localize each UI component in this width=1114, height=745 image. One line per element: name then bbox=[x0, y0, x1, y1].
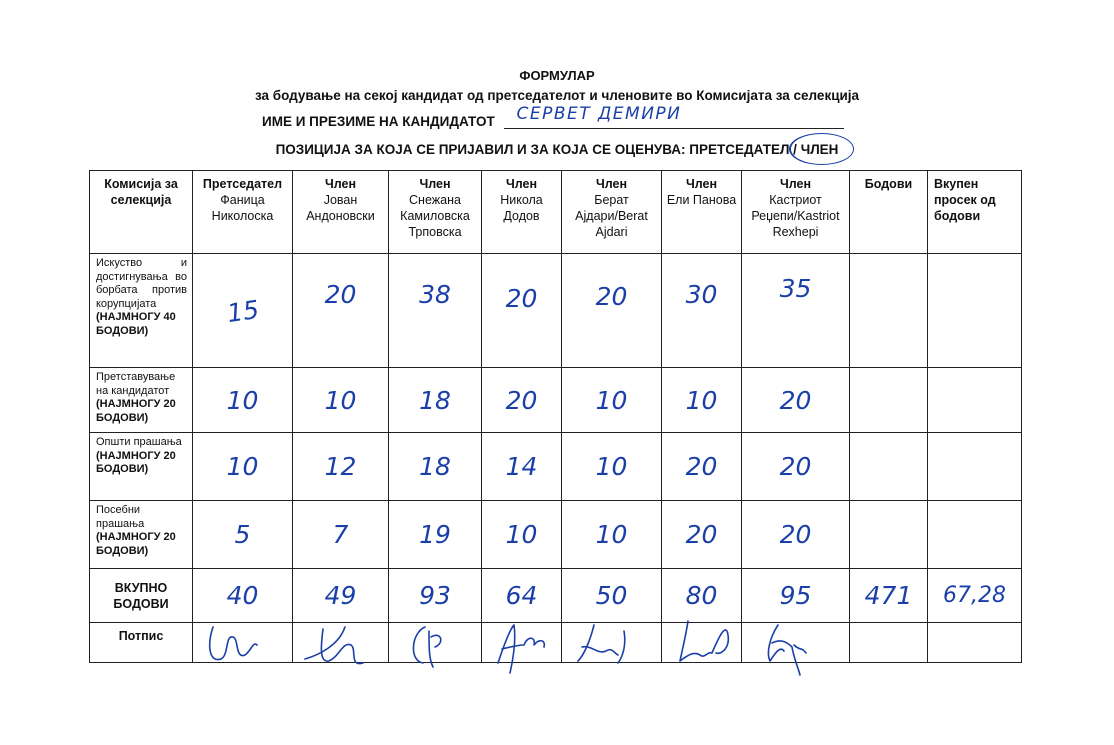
signature-1 bbox=[193, 623, 293, 663]
empty-cell bbox=[928, 623, 1022, 663]
score-cell: 20 bbox=[482, 368, 562, 433]
score-cell: 20 bbox=[742, 433, 850, 501]
score-cell: 20 bbox=[742, 501, 850, 569]
score-cell: 20 bbox=[293, 254, 389, 368]
signature-label: Потпис bbox=[90, 623, 193, 663]
empty-cell bbox=[928, 254, 1022, 368]
scores-table bbox=[89, 170, 1022, 663]
score-cell: 18 bbox=[389, 433, 482, 501]
total-cell: 93 bbox=[389, 569, 482, 623]
signature-2 bbox=[293, 623, 389, 663]
score-cell: 20 bbox=[482, 254, 562, 368]
score-cell: 38 bbox=[389, 254, 482, 368]
selection-circle-mark bbox=[789, 133, 854, 165]
signature-3 bbox=[389, 623, 482, 663]
score-cell: 18 bbox=[389, 368, 482, 433]
table-row bbox=[90, 501, 1022, 569]
position-line bbox=[0, 142, 1114, 157]
total-cell: 50 bbox=[562, 569, 662, 623]
total-cell: 40 bbox=[193, 569, 293, 623]
score-cell: 10 bbox=[562, 501, 662, 569]
empty-cell bbox=[850, 368, 928, 433]
empty-cell bbox=[850, 254, 928, 368]
score-cell: 12 bbox=[293, 433, 389, 501]
score-cell: 10 bbox=[293, 368, 389, 433]
header-member-2: Член Јован Андоновски bbox=[293, 171, 389, 254]
signature-5 bbox=[562, 623, 662, 663]
header-average: Вкупен просек од бодови bbox=[928, 171, 1022, 254]
score-cell: 5 bbox=[193, 501, 293, 569]
header-member-1: Претседател Фаница Николоска bbox=[193, 171, 293, 254]
total-cell: 95 bbox=[742, 569, 850, 623]
score-cell: 19 bbox=[389, 501, 482, 569]
total-cell: 64 bbox=[482, 569, 562, 623]
row-label: Посебни прашања (НАЈМНОГУ 20 БОДОВИ) bbox=[90, 501, 193, 569]
header-member-5: Член Берат Ајдари/Berat Ajdari bbox=[562, 171, 662, 254]
row-label: Општи прашања (НАЈМНОГУ 20 БОДОВИ) bbox=[90, 433, 193, 501]
score-cell: 20 bbox=[562, 254, 662, 368]
position-selected bbox=[801, 142, 839, 157]
header-member-4: Член Никола Додов bbox=[482, 171, 562, 254]
empty-cell bbox=[928, 433, 1022, 501]
empty-cell bbox=[928, 368, 1022, 433]
table-row bbox=[90, 368, 1022, 433]
total-cell: 80 bbox=[662, 569, 742, 623]
empty-cell bbox=[850, 501, 928, 569]
header-member-3: Член Снежана Камиловска Трповска bbox=[389, 171, 482, 254]
header-commission: Комисија за селекција bbox=[90, 171, 193, 254]
score-cell: 10 bbox=[193, 433, 293, 501]
score-cell: 30 bbox=[662, 254, 742, 368]
position-text: ПОЗИЦИЈА ЗА КОЈА СЕ ПРИЈАВИЛ И ЗА КОЈА СЕ ОЦЕНУВА: ПРЕТСЕДАТЕЛ / bbox=[275, 142, 797, 157]
position-selected-label: ЧЛЕН bbox=[800, 142, 839, 157]
score-cell: 14 bbox=[482, 433, 562, 501]
candidate-name-handwritten: СЕРВЕТ ДЕМИРИ bbox=[516, 104, 682, 124]
score-cell: 10 bbox=[193, 368, 293, 433]
empty-cell bbox=[850, 433, 928, 501]
empty-cell bbox=[928, 501, 1022, 569]
row-label: Претставување на кандидатот (НАЈМНОГУ 20 БОДОВИ) bbox=[90, 368, 193, 433]
signature-row bbox=[90, 623, 1022, 663]
signature-7 bbox=[742, 623, 850, 663]
row-label: Искуство и достигнувања во борбата против корупцијата (НАЈМНОГУ 40 БОДОВИ) bbox=[90, 254, 193, 368]
header-member-7: Член Кастриот Реџепи/Kastriot Rexhepi bbox=[742, 171, 850, 254]
candidate-label: ИМЕ И ПРЕЗИМЕ НА КАНДИДАТОТ bbox=[262, 114, 495, 129]
average-cell: 67,28 bbox=[928, 569, 1022, 623]
score-cell: 20 bbox=[662, 501, 742, 569]
form-subtitle: за бодување на секој кандидат од претседателот и членовите во Комисијата за селекција bbox=[254, 88, 860, 103]
table-header-row bbox=[90, 171, 1022, 254]
form-title: ФОРМУЛАР bbox=[519, 68, 595, 83]
table-row bbox=[90, 433, 1022, 501]
signature-4 bbox=[482, 623, 562, 663]
total-cell: 49 bbox=[293, 569, 389, 623]
score-cell: 10 bbox=[562, 368, 662, 433]
candidate-name-field bbox=[504, 104, 844, 129]
total-points-cell: 471 bbox=[850, 569, 928, 623]
score-cell: 15 bbox=[185, 247, 300, 374]
header-points: Бодови bbox=[850, 171, 928, 254]
candidate-name-line bbox=[262, 104, 844, 129]
score-cell: 20 bbox=[742, 368, 850, 433]
table-row bbox=[90, 254, 1022, 368]
score-cell: 7 bbox=[293, 501, 389, 569]
total-label: ВКУПНО БОДОВИ bbox=[90, 569, 193, 623]
signature-6 bbox=[662, 623, 742, 663]
score-cell: 10 bbox=[662, 368, 742, 433]
score-cell: 10 bbox=[562, 433, 662, 501]
score-cell: 35 bbox=[742, 254, 850, 368]
header-member-6: Член Ели Панова bbox=[662, 171, 742, 254]
score-cell: 20 bbox=[662, 433, 742, 501]
score-cell: 10 bbox=[482, 501, 562, 569]
empty-cell bbox=[850, 623, 928, 663]
